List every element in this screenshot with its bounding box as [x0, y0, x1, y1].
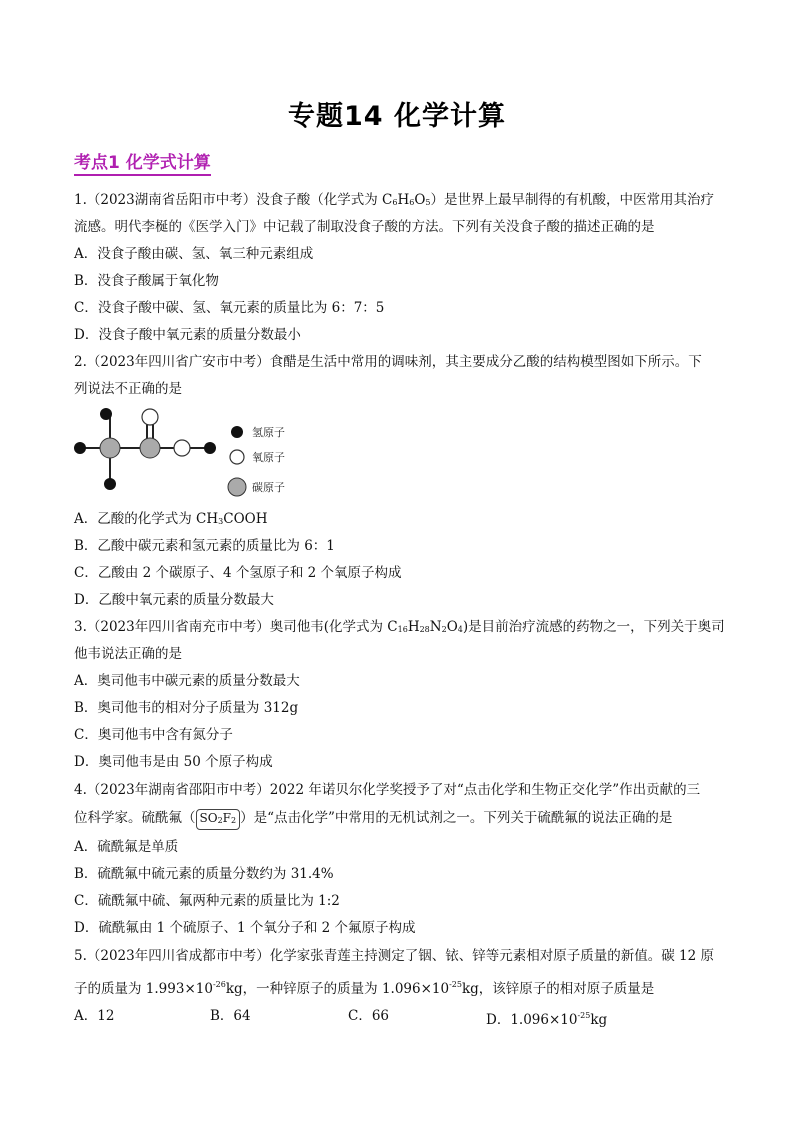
- legend-hydrogen-icon: [231, 426, 243, 438]
- q1-option-a: A．没食子酸由碳、氢、氧三种元素组成: [74, 246, 314, 262]
- q4-option-a: A．硫酰氟是单质: [74, 839, 179, 855]
- q1-option-b: B．没食子酸属于氧化物: [74, 273, 219, 289]
- q1-stem-line2: 流感。明代李梴的《医学入门》中记载了制取没食子酸的方法。下列有关没食子酸的描述正确的是: [74, 219, 655, 235]
- legend-hydrogen-label: 氢原子: [252, 426, 285, 439]
- q5-option-c: C．66: [348, 1008, 390, 1024]
- page-title: 专题14 化学计算: [288, 101, 506, 132]
- q2-stem-line2: 列说法不正确的是: [74, 381, 182, 397]
- q5-option-d: D．$1.096\times 10^{-25}kg$: [486, 1011, 608, 1028]
- carbon-atom: [100, 438, 120, 458]
- q3-option-c: C．奥司他韦中含有氮分子: [74, 727, 233, 743]
- q3-stem-line2: 他韦说法正确的是: [74, 646, 182, 662]
- section-heading: 考点1 化学式计算: [74, 152, 211, 176]
- q4-stem-line2: 位科学家。硫酰氟（ SO2F2 ）是“点击化学”中常用的无机试剂之一。下列关于硫酰氟的说法正确的是: [74, 808, 672, 830]
- acetic-acid-model-figure: [70, 404, 330, 502]
- hydrogen-atom: [74, 442, 86, 454]
- q1-option-c: C．没食子酸中碳、氢、氧元素的质量比为 6：7：5: [74, 300, 385, 316]
- hydrogen-atom: [100, 408, 112, 420]
- q4-option-d: D．硫酰氟由 1 个硫原子、1 个氧分子和 2 个氟原子构成: [74, 920, 416, 936]
- q3-option-b: B．奥司他韦的相对分子质量为 312g: [74, 700, 299, 716]
- q3-stem-line1: 3.（2023年四川省南充市中考）奥司他韦(化学式为 C16H28N2O4)是目前治疗流感的药物之一，下列关于奥司: [74, 619, 725, 635]
- q4-option-c: C．硫酰氟中硫、氟两种元素的质量比为 1:2: [74, 893, 340, 909]
- legend-oxygen-icon: [230, 450, 244, 464]
- q2-option-b: B．乙酸中碳元素和氢元素的质量比为 6：1: [74, 538, 335, 554]
- q2-option-a: A．乙酸的化学式为 CH3COOH: [74, 511, 268, 527]
- hydrogen-atom: [104, 478, 116, 490]
- q5-option-a: A．12: [74, 1008, 115, 1024]
- q3-option-a: A．奥司他韦中碳元素的质量分数最大: [74, 673, 300, 689]
- q2-option-c: C．乙酸由 2 个碳原子、4 个氢原子和 2 个氧原子构成: [74, 565, 402, 581]
- q2-option-d: D．乙酸中氧元素的质量分数最大: [74, 592, 274, 608]
- q3-option-d: D．奥司他韦是由 50 个原子构成: [74, 754, 273, 770]
- q4-option-b: B．硫酰氟中硫元素的质量分数约为 31.4%: [74, 866, 334, 882]
- oxygen-atom: [174, 440, 190, 456]
- q1-option-d: D．没食子酸中氧元素的质量分数最小: [74, 327, 301, 343]
- q5-stem-line1: 5.（2023年四川省成都市中考）化学家张青莲主持测定了铟、铱、锌等元素相对原子质量的新值。碳 12 原: [74, 948, 714, 964]
- formula-box: SO2F2: [196, 809, 241, 830]
- legend-oxygen-label: 氧原子: [252, 451, 285, 464]
- hydrogen-atom: [204, 442, 216, 454]
- q4-stem-line1: 4.（2023年湖南省邵阳市中考）2022 年诺贝尔化学奖授予了对“点击化学和生物正交化学”作出贡献的三: [74, 782, 701, 798]
- oxygen-atom: [142, 409, 158, 425]
- q5-stem-line2: 子的质量为 $1.993\times 10^{-26}kg$，一种锌原子的质量为 $1.096\times 10^{-25}kg$，该锌原子的相对原子质量是: [74, 980, 655, 997]
- q2-stem-line1: 2.（2023年四川省广安市中考）食醋是生活中常用的调味剂，其主要成分乙酸的结构模型图如下所示。下: [74, 354, 702, 370]
- carbon-atom: [140, 438, 160, 458]
- q1-stem-line1: 1.（2023湖南省岳阳市中考）没食子酸（化学式为 C6H6O5）是世界上最早制得的有机酸，中医常用其治疗: [74, 192, 714, 208]
- legend-carbon-label: 碳原子: [252, 481, 285, 494]
- q5-option-b: B．64: [210, 1008, 251, 1024]
- legend-carbon-icon: [228, 478, 246, 496]
